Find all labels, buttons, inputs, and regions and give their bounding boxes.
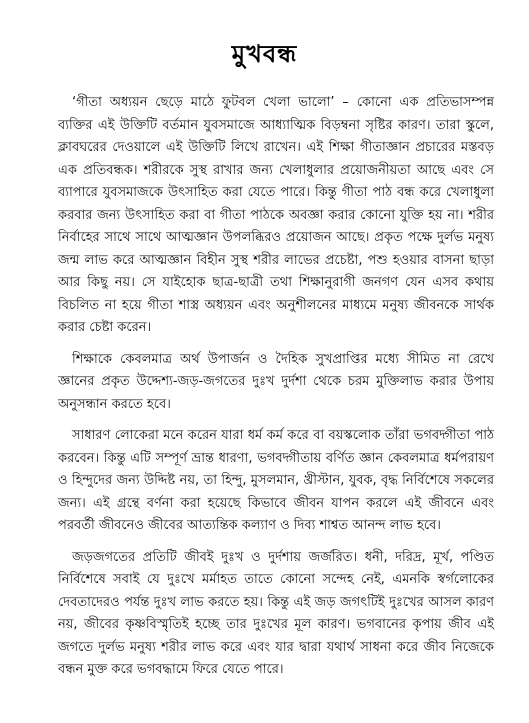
paragraph-4: জড়জগতের প্রতিটি জীবই দুঃখ ও দুর্দশায় জর্জরিত। ধনী, দরিদ্র, মূর্খ, পণ্ডিত নির্বিশেষে সবাই যে দুঃখে মর্মাহত তাতে কোনো সন্দেহ নেই, এমনকি স্বর্গলোকের দেবতাদেরও পর্যন্ত দুঃখ লাভ করতে হয়। কিন্তু এই জড় জগৎটিই দুঃখের আসল কারণ নয়, জীবের কৃষ্ণবিস্মৃতিই হচ্ছে তার দুঃখের মূল কারণ। ভগবানের কৃপায় জীব এই জগতে দুর্লভ মনুষ্য শরীর লাভ করে এবং যার দ্বারা যথার্থ সাধনা করে জীব নিজেকে বন্ধন মুক্ত করে ভগবদ্ধামে ফিরে যেতে পারে।	[58, 549, 494, 677]
page-title: মুখবন্ধ	[231, 40, 298, 68]
paragraph-2: শিক্ষাকে কেবলমাত্র অর্থ উপার্জন ও দৈহিক সুখপ্রাপ্তির মধ্যে সীমিত না রেখে জ্ঞানের প্রকৃত উদ্দেশ্য-জড়-জগতের দুঃখ দুর্দশা থেকে চরম মুক্তিলাভ করার উপায় অনুসন্ধান করতে হবে।	[58, 351, 494, 412]
paragraph-1: ‘গীতা অধ্যয়ন ছেড়ে মাঠে ফুটবল খেলা ভালো’ – কোনো এক প্রতিভাসম্পন্ন ব্যক্তির এই উক্তিটি বর্তমান যুবসমাজে আধ্যাত্মিক বিড়ম্বনা সৃষ্টির কারণ। তারা স্কুলে, ক্লাবঘরের দেওয়ালে এই উক্তিটি লিখে রাখেন। এই শিক্ষা গীতাজ্ঞান প্রচারের মস্তবড় এক প্রতিবন্ধক। শরীরকে সুস্থ রাখার জন্য খেলাধুলার প্রয়োজনীয়তা আছে এবং সে ব্যাপারে যুবসমাজকে উৎসাহিত করা যেতে পারে। কিন্তু গীতা পাঠ বন্ধ করে খেলাধুলা করবার জন্য উৎসাহিত করা বা গীতা পাঠকে অবজ্ঞা করার কোনো যুক্তি হয় না। শরীর নির্বাহের সাথে সাথে আত্মজ্ঞান উপলব্ধিরও প্রয়োজন আছে। প্রকৃত পক্ষে দুর্লভ মনুষ্য জন্ম লাভ করে আত্মজ্ঞান বিহীন সুস্থ শরীর লাভের প্রচেষ্টা, পশু হওয়ার বাসনা ছাড়া আর কিছু নয়। সে যাইহোক ছাত্র-ছাত্রী তথা শিক্ষানুরাগী জনগণ যেন এসব কথায় বিচলিত না হয়ে গীতা শাস্ত্র অধ্যয়ন এবং অনুশীলনের মাধ্যমে মনুষ্য জীবনকে সার্থক করার চেষ্টা করেন।	[58, 95, 494, 335]
preface-body	[58, 92, 494, 682]
paragraph-3: সাধারণ লোকেরা মনে করেন যারা ধর্ম কর্ম করে বা বয়স্কলোক তাঁরা ভগবদ্গীতা পাঠ করবেন। কিন্তু এটি সম্পূর্ণ ভ্রান্ত ধারণা, ভগবদ্গীতায় বর্ণিত জ্ঞান কেবলমাত্র ধর্মপরায়ণ ও হিন্দুদের জন্য উদ্দিষ্ট নয়, তা হিন্দু, মুসলমান, খ্রীস্টান, যুবক, বৃদ্ধ নির্বিশেষে সকলের জন্য। এই গ্রন্থে বর্ণনা করা হয়েছে কিভাবে জীবন যাপন করলে এই জীবনে এবং পরবর্তী জীবনেও জীবের আত্যন্তিক কল্যাণ ও দিব্য শাশ্বত আনন্দ লাভ হবে।	[58, 428, 494, 533]
